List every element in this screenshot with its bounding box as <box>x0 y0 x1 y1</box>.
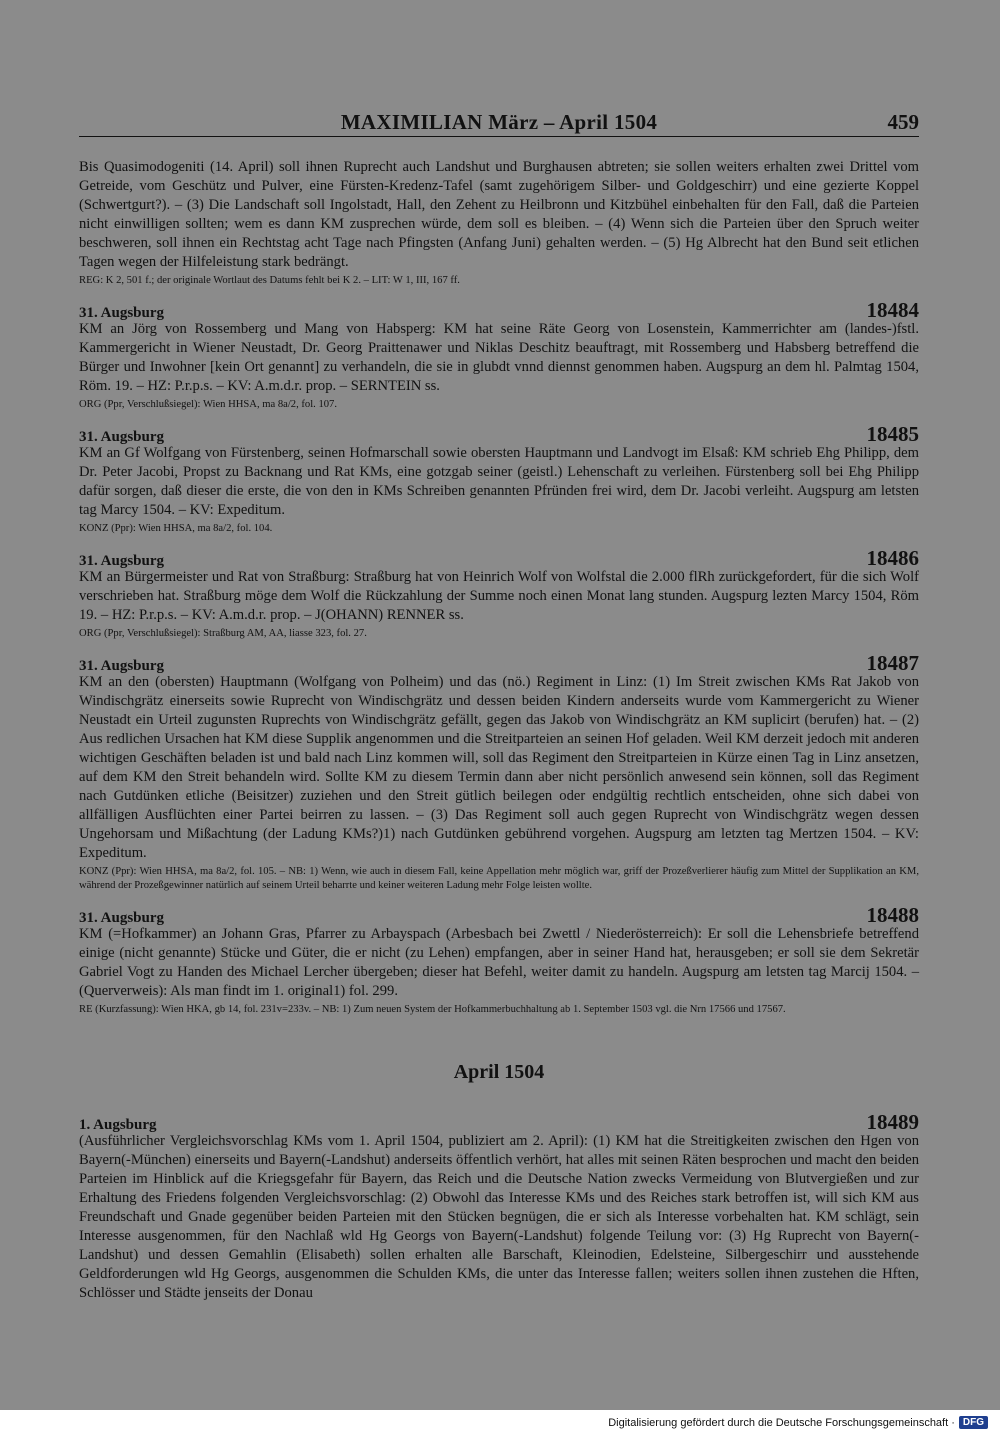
entry-number: 18489 <box>866 1110 919 1134</box>
entry-place: 1. Augsburg <box>79 1117 157 1133</box>
page-body <box>79 158 919 1303</box>
entry-source: RE (Kurzfassung): Wien HKA, gb 14, fol. 231v=233v. – NB: 1) Zum neuen System der Hofkammerbuchhaltung ab 1. September 1503 vgl. die Nrn 17566 und 17567. <box>79 1004 786 1015</box>
entry-source: KONZ (Ppr): Wien HHSA, ma 8a/2, fol. 104. <box>79 523 273 534</box>
page-number: 459 <box>887 110 919 134</box>
entry-number: 18488 <box>866 903 919 927</box>
entry-text: KM (=Hofkammer) an Johann Gras, Pfarrer zu Arbayspach (Arbesbach bei Zwettl / Niederösterreich): Er soll die Lehensbriefe betreffend einige (nicht genannte) Stücke und Güter, die er nicht (zu Lehen) empfangen, aber in seiner Hand hat, herausgeben; er soll sie dem Sekretär Gabriel Vogt zu Handen des Michael Lercher übergeben; dieser hat Befehl, weiter damit zu handeln. Augspurg am letsten tag Marcij 1504. – (Querverweis): Als man findt im 1. original1) fol. 299. <box>79 926 919 999</box>
entry-place: 31. Augsburg <box>79 305 165 321</box>
entry-source: ORG (Ppr, Verschlußsiegel): Straßburg AM, AA, liasse 323, fol. 27. <box>79 628 367 639</box>
entry-number: 18487 <box>866 651 919 675</box>
entry-text: (Ausführlicher Vergleichsvorschlag KMs vom 1. April 1504, publiziert am 2. April): (1) KM hat die Streitigkeiten zwischen den Hgen von Bayern(-München) einerseits und Bayern(-Landshut) anderseits öffentlich verhört, hat alles mit seinen Räten besprochen und macht den beiden Parteien im Hinblick auf die Kriegsgefahr für Bayern, das Reich und die Deutsche Nation zwecks Vermeidung von Blutvergießen und zur Erhaltung des Friedens folgenden Vergleichsvorschlag: (2) Obwohl das Interesse KMs und des Reiches stark betroffen ist, will sich KM aus Freundschaft und Gnade gegenüber beiden Parteien mit den Stücken begnügen, die er sich als Interesse vorbehalten hat. KM schlägt, sein Interesse ausgenommen, für den Nachlaß wld Hg Georgs von Bayern(-Landshut) folgende Teilung vor: (3) Hg Ruprecht von Bayern(-Landshut) und dessen Gemahlin (Elisabeth) sollen erhalten alle Barschaft, Kleinodien, Edelsteine, Silbergeschirr und ausstehende Geldforderungen wld Hg Georgs, ausgenommen die Schulden KMs, die unter das Interesse fallen; weiters sollen ihnen zustehen die Hften, Schlösser und Städte jenseits der Donau <box>79 1133 919 1301</box>
entry-18488 <box>79 905 919 1017</box>
entry-18485 <box>79 424 919 536</box>
entry-number: 18486 <box>866 546 919 570</box>
footer-text: Digitalisierung gefördert durch die Deutsche Forschungsgemeinschaft · <box>608 1416 955 1429</box>
page-header <box>79 110 919 137</box>
entry-number: 18485 <box>866 422 919 446</box>
entry-place: 31. Augsburg <box>79 658 165 674</box>
entry-18487 <box>79 653 919 893</box>
entry-header <box>79 905 919 925</box>
entry-header <box>79 548 919 568</box>
entry-text: KM an Jörg von Rossemberg und Mang von Habsperg: KM hat seine Räte Georg von Losenstein, Kammerrichter am (landes-)fstl. Kammergericht in Wiener Neustadt, Dr. Georg Praittenawer und Niklas Deschitz beauftragt, mit Rossemberg und Habsberg betreffend die Bürger und Inwohner [kein Ort genannt] zu verhandeln, die sie in glubdt vnnd diennst genommen haben. Augspurg an dem hl. Palmtag 1504, Röm. 19. – HZ: P.r.p.s. – KV: A.m.d.r. prop. – SERNTEIN ss. <box>79 321 919 394</box>
intro-text: Bis Quasimodogeniti (14. April) soll ihnen Ruprecht auch Landshut und Burghausen abtreten; sie sollen weiters erhalten zwei Drittel vom Getreide, vom Geschütz und Pulver, eine Fürsten-Kredenz-Tafel (samt zugehörigem Silber- und Goldgeschirr) und eine gezierte Koppel (Schwertgurt?). – (3) Die Landschaft soll Ingolstadt, Hall, den Zehent zu Heilbronn und Kitzbühel einbehalten für den Fall, daß die Parteien nicht einwilligen sollten; wem es dann KM zusprechen würde, dem soll es bleiben. – (4) Wenn sich die Parteien über den Spruch weiter beschweren, soll ihnen ein Rechtstag acht Tage nach Pfingsten (Anfang Juni) gehalten werden. – (5) Hg Albrecht hat den Bund seit etlichen Tagen wegen der Hilfeleistung stark bedrängt. <box>79 159 919 270</box>
entry-number: 18484 <box>866 298 919 322</box>
footer <box>608 1416 988 1429</box>
entry-18486 <box>79 548 919 641</box>
section-title: April 1504 <box>453 1061 545 1083</box>
intro-source: REG: K 2, 501 f.; der originale Wortlaut des Datums fehlt bei K 2. – LIT: W 1, III, 167 ff. <box>79 275 460 286</box>
entry-source: KONZ (Ppr): Wien HHSA, ma 8a/2, fol. 105. – NB: 1) Wenn, wie auch in diesem Fall, keine Appellation mehr möglich war, griff der Prozeßverlierer häufig zum Mittel der Supplikation an KM, während der Prozeßgewinner natürlich auf seinem Urteil beharrte und keiner weiteren Ladung mehr Folge leisten wollte. <box>79 866 919 891</box>
dfg-logo-icon: DFG <box>959 1416 988 1429</box>
entry-place: 31. Augsburg <box>79 910 165 926</box>
entry-text: KM an Bürgermeister und Rat von Straßburg: Straßburg hat von Heinrich Wolf von Wolfstal die 2.000 flRh zurückgefordert, für die sich Wolf verschrieben hat. Straßburg möge dem Wolf die Rückzahlung der Summe noch einen Monat lang stunden. Augspurg lezten Marcy 1504, Röm 19. – HZ: P.r.p.s. – KV: A.m.d.r. prop. – J(OHANN) RENNER ss. <box>79 569 919 623</box>
entry-source: ORG (Ppr, Verschlußsiegel): Wien HHSA, ma 8a/2, fol. 107. <box>79 399 337 410</box>
entry-18489 <box>79 1112 919 1303</box>
entry-18484 <box>79 300 919 412</box>
entry-text: KM an Gf Wolfgang von Fürstenberg, seinen Hofmarschall sowie obersten Hauptmann und Landvogt im Elsaß: KM schrieb Ehg Philipp, dem Dr. Peter Jacobi, Propst zu Backnang und Rat KMs, eine gotzgab seiner (geistl.) Lehenschaft zu verleihen. Fürstenberg soll bei Ehg Philipp dafür sorgen, daß dieser die erste, die von den in KMs Schreiben genannten Pfründen frei wird, dem Dr. Jacobi verleiht. Augspurg am letsten tag Marcy 1504. – KV: Expeditum. <box>79 445 919 518</box>
entry-place: 31. Augsburg <box>79 553 165 569</box>
entry-place: 31. Augsburg <box>79 429 165 445</box>
entry-text: KM an den (obersten) Hauptmann (Wolfgang von Polheim) und das (nö.) Regiment in Linz: (1) Im Streit zwischen KMs Rat Jakob von Windischgrätz einerseits sowie Ruprecht von Windischgrätz und dessen beiden Kindern anderseits wurde vom Kammergericht zu Wiener Neustadt ein Urteil zugunsten Ruprechts von Windischgrätz gefällt, gegen das Jakob von Windischgrätz an KM suplicirt (berufen) hat. – (2) Aus redlichen Ursachen hat KM diese Supplik angenommen und die Streitparteien an seinen Hof geladen. Weil KM derzeit jedoch mit anderen wichtigen Geschäften beladen ist und bald nach Linz kommen will, soll das Regiment den Streitparteien in Kürze einen Tag in Linz ansetzen, auf dem KM den Streit behandeln wird. Sollte KM zu diesem Termin dann aber nicht persönlich anwesend sein können, soll das Regiment nach Gutdünken etliche (Beisitzer) zuziehen und den Streit gütlich beilegen oder endgültig rechtlich entscheiden, ohne sich dabei von allfälligen Ausflüchten einer Partei beirren zu lassen. – (3) Das Regiment soll auch gegen Ruprecht von Windischgrätz wegen dessen Ungehorsam und Mißachtung (der Ladung KMs?)1) nach Gutdünken gebührend vorgehen. Augspurg am letzten tag Mertzen 1504. – KV: Expeditum. <box>79 674 919 861</box>
running-title: MAXIMILIAN März – April 1504 <box>340 110 658 134</box>
entry-header <box>79 300 919 320</box>
entry-header <box>79 653 919 673</box>
entry-header <box>79 1112 919 1132</box>
entry-header <box>79 424 919 444</box>
